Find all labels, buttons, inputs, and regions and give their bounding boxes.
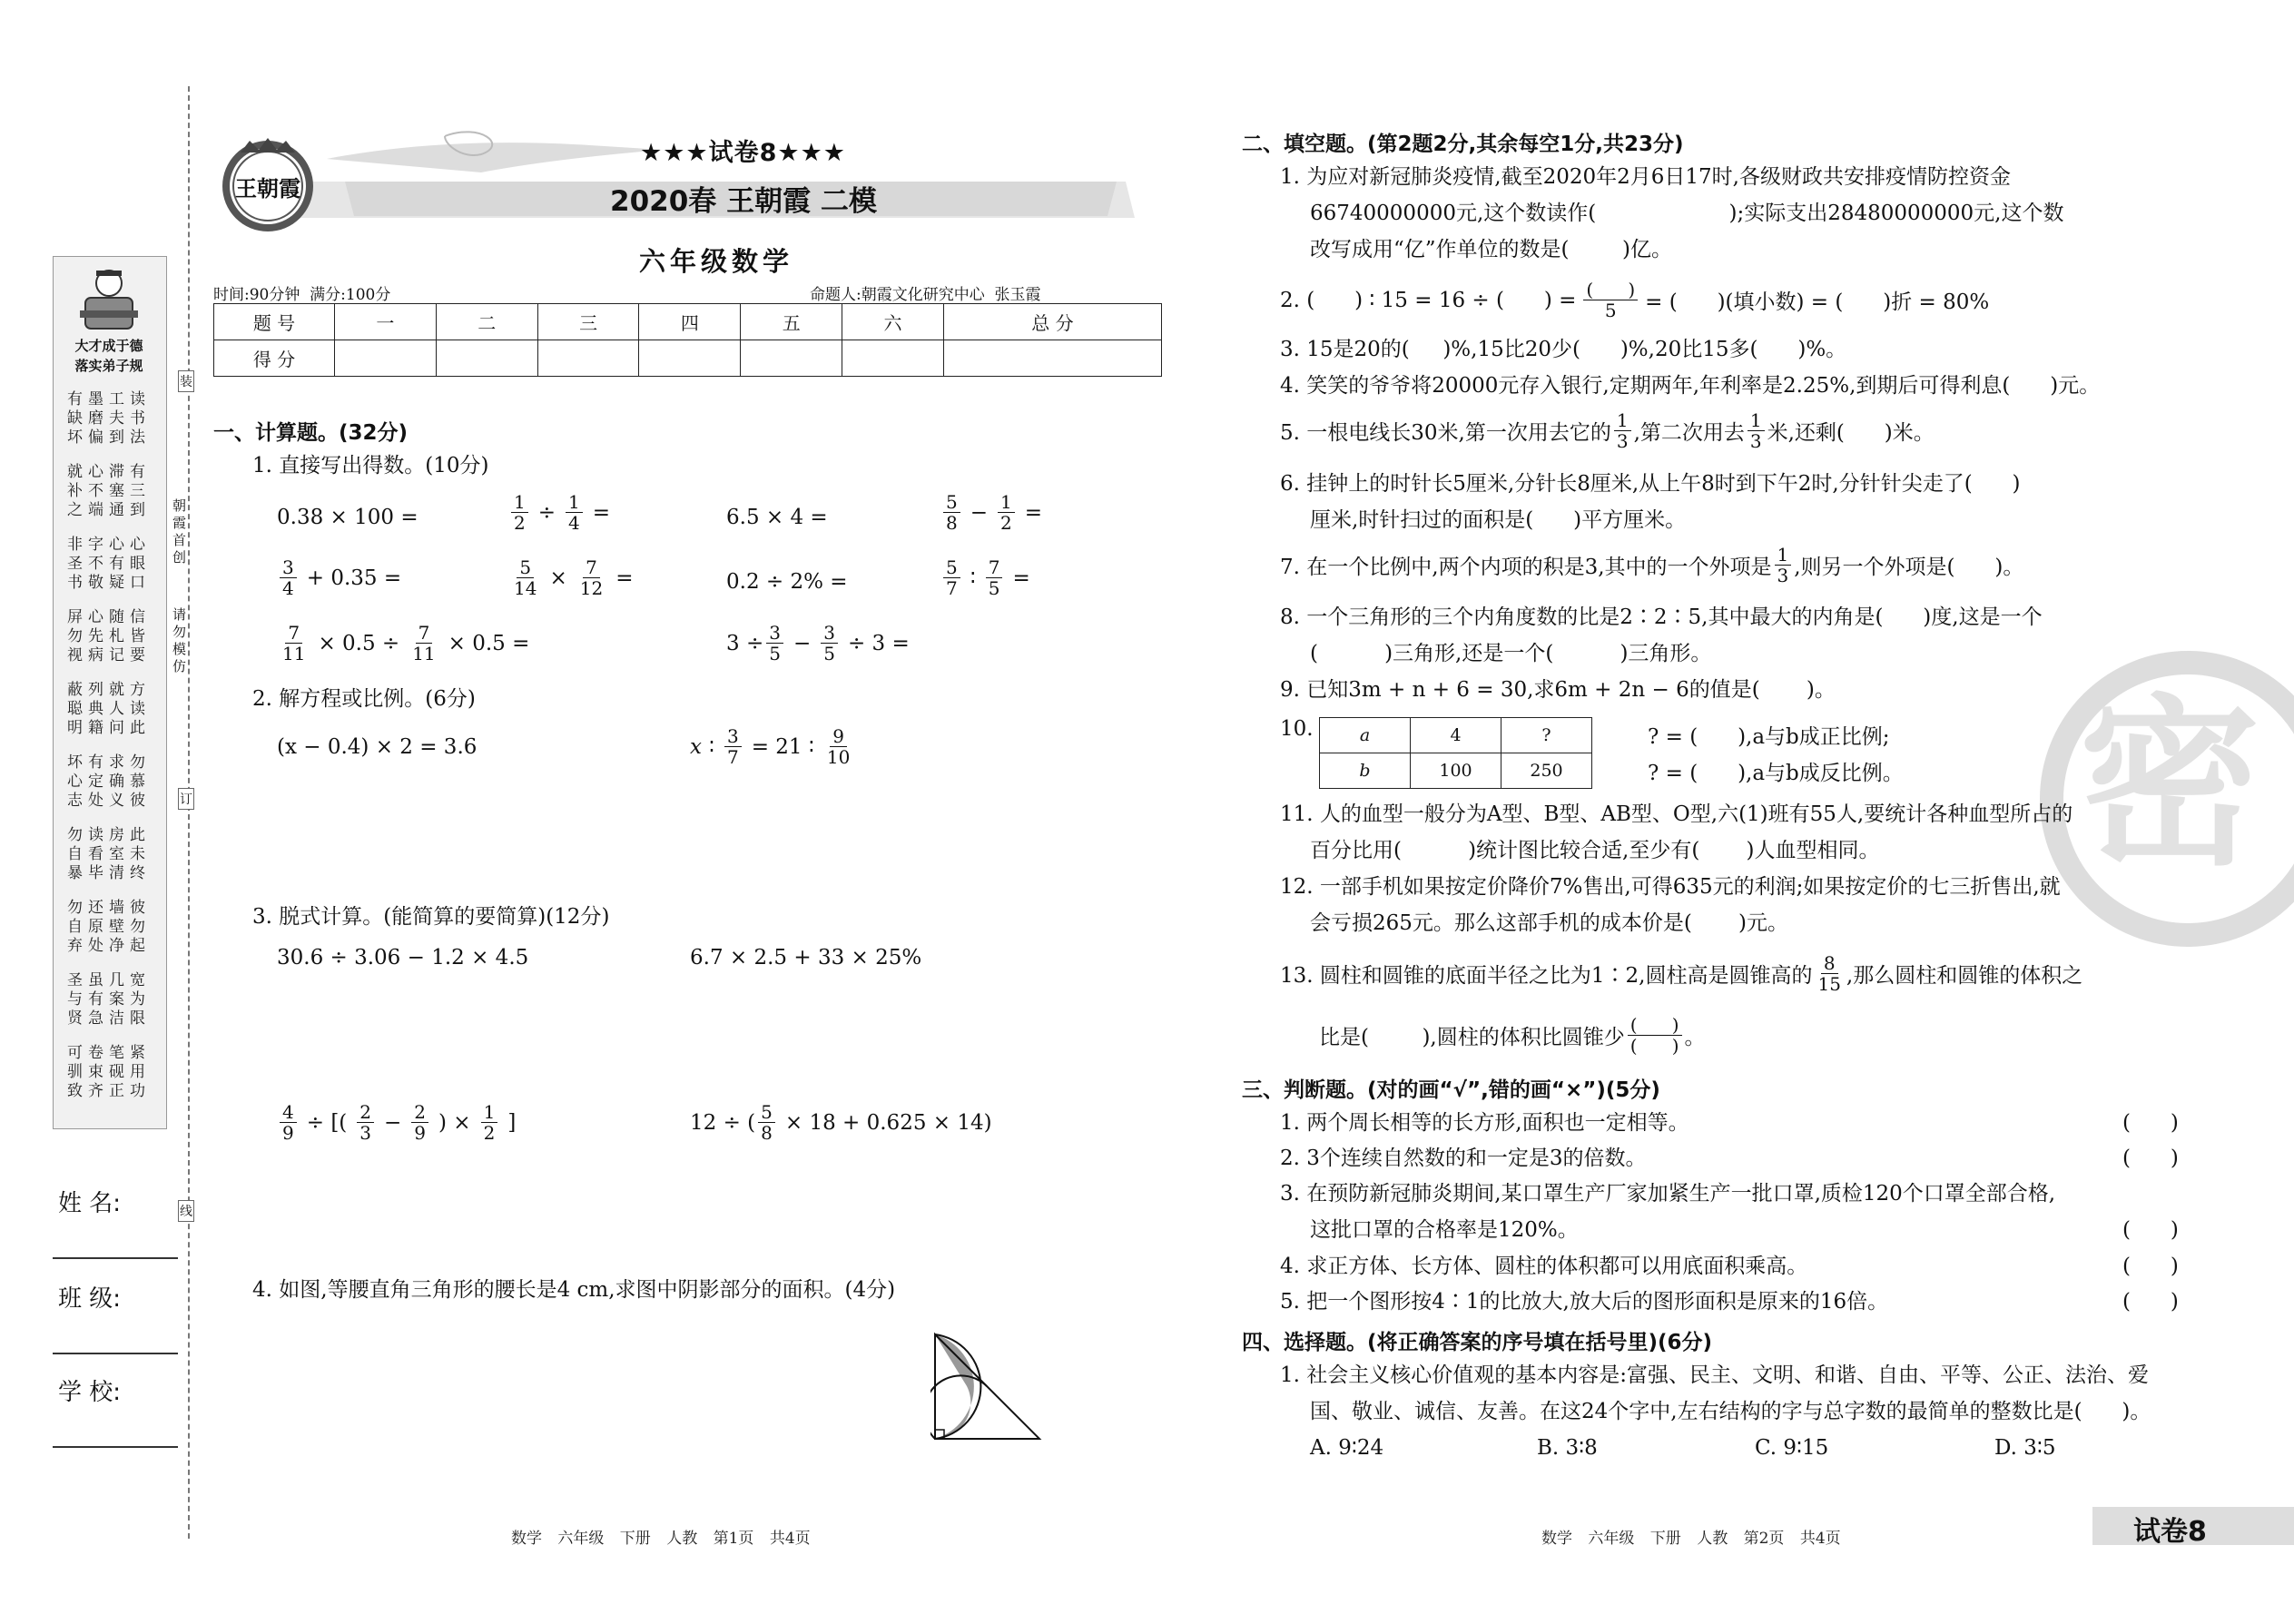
poem-row: 坏有求勿 [67, 753, 151, 772]
expr-8: $\frac{5}{7}$ ∶ $\frac{7}{5}$ = [940, 557, 1038, 598]
score-header-cell: 总 分 [943, 304, 1161, 340]
poem-row: 贤急洁限 [67, 1009, 151, 1028]
s2-line: 11. 人的血型一般分为A型、B型、AB型、O型,六(1)班有55人,要统计各种血型所占的 [1280, 802, 2073, 826]
s2-line: 8. 一个三角形的三个内角度数的比是2∶2∶5,其中最大的内角是( )度,这是一个 [1280, 605, 2043, 629]
author-info: 命题人:朝霞文化研究中心 张玉霞 [810, 286, 1041, 304]
class-field[interactable] [53, 1353, 178, 1354]
table-cell: ? [1501, 718, 1592, 753]
s4-line: 1. 社会主义核心价值观的基本内容是:富强、民主、文明、和谐、自由、平等、公正、法治、爱 [1280, 1363, 2150, 1387]
score-header-cell: 四 [639, 304, 741, 340]
expr-4: $\frac{5}{8}$ − $\frac{1}{2}$ = [940, 492, 1049, 533]
section4-title: 四、选择题。(将正确答案的序号填在括号里)(6分) [1242, 1331, 1713, 1354]
poem-row: 勿读房此 [67, 826, 151, 844]
calc-4: 12 ÷ ( $\frac{5}{8}$ × 18 + 0.625 × 14) [690, 1101, 992, 1144]
poem-row: 志处义彼 [67, 792, 151, 810]
poem-row: 可卷笔紧 [67, 1044, 151, 1062]
equation-2: x ∶ $\frac{3}{7}$ = 21 ∶ $\frac{9}{10}$ [690, 725, 851, 768]
table-cell: 4 [1411, 718, 1501, 753]
s3-answer-paren[interactable]: ( ) [2122, 1255, 2179, 1278]
score-header-cell: 题 号 [214, 304, 335, 340]
mascot-icon [73, 263, 145, 336]
calc-1: 30.6 ÷ 3.06 − 1.2 × 4.5 [277, 946, 529, 969]
s2-q13: 13. 圆柱和圆锥的底面半径之比为1∶2,圆柱高是圆锥高的 $\frac{8}{15}$ ,那么圆柱和圆锥的体积之 [1280, 952, 2083, 995]
s3-item: 这批口罩的合格率是120%。 [1310, 1218, 1579, 1242]
school-field[interactable] [53, 1446, 178, 1448]
expr-7: 0.2 ÷ 2% = [726, 570, 848, 594]
poem-row: 自看室未 [67, 845, 151, 863]
watermark-char: 密 [2079, 679, 2261, 891]
table-cell: 100 [1411, 753, 1501, 789]
calc-2: 6.7 × 2.5 + 33 × 25% [690, 946, 922, 969]
expr-9: $\frac{7}{11}$ × 0.5 ÷ $\frac{7}{11}$ × 0.5 = [282, 622, 530, 664]
score-table [213, 303, 1162, 377]
cut-mark: 订 [178, 788, 194, 810]
exam-badge: ★★★试卷8★★★ [640, 139, 847, 167]
poem-row: 书敬疑口 [67, 574, 151, 592]
expr-10: 3 ÷ $\frac{3}{5}$ − $\frac{3}{5}$ ÷ 3 = [726, 622, 910, 664]
score-cell[interactable] [741, 340, 842, 377]
sidebar-poem [67, 390, 158, 1101]
table-cell: a [1320, 718, 1411, 753]
s3-item: 1. 两个周长相等的长方形,面积也一定相等。 [1280, 1111, 1689, 1135]
poem-row: 视病记要 [67, 646, 151, 664]
poem-row: 聪典人读 [67, 700, 151, 718]
s2-q7: 7. 在一个比例中,两个内项的积是3,其中的一个外项是 $\frac{1}{3}$ ,则另一个外项是( )。 [1280, 544, 2024, 586]
logo-text: 王朝霞 [235, 175, 300, 202]
table-cell: 250 [1501, 753, 1592, 789]
s2-line: 厘米,时针扫过的面积是( )平方厘米。 [1310, 508, 1687, 532]
q10-answer-2: ? = ( ),a与b成反比例。 [1648, 762, 1904, 785]
section2-title: 二、填空题。(第2题2分,其余每空1分,共23分) [1242, 133, 1684, 156]
s2-line: 9. 已知3m + n + 6 = 30,求6m + 2n − 6的值是( )。 [1280, 678, 1836, 702]
s2-line: 6. 挂钟上的时针长5厘米,分针长8厘米,从上午8时到下午2时,分针针尖走了( ) [1280, 472, 2021, 496]
exam-title: 2020春 王朝霞 二模 [610, 185, 877, 218]
s2-line: 1. 为应对新冠肺炎疫情,截至2020年2月6日17时,各级财政共安排疫情防控资金 [1280, 165, 2011, 189]
s2-q5: 5. 一根电线长30米,第一次用去它的 $\frac{1}{3}$ ,第二次用去 $\frac{1}{3}$ 米,还剩( )米。 [1280, 409, 1935, 452]
poem-row: 屏心随信 [67, 608, 151, 626]
section1-q4: 4. 如图,等腰直角三角形的腰长是4 cm,求图中阴影部分的面积。(4分) [252, 1278, 896, 1302]
score-cell[interactable] [335, 340, 437, 377]
sidebar-motto1: 大才成于德 [74, 338, 143, 354]
s3-item: 5. 把一个图形按4∶1的比放大,放大后的图形面积是原来的16倍。 [1280, 1290, 1889, 1314]
s3-item: 2. 3个连续自然数的和一定是3的倍数。 [1280, 1147, 1647, 1170]
poem-row: 缺磨夫书 [67, 409, 151, 428]
calc-3: $\frac{4}{9}$ ÷ [( $\frac{2}{3}$ − $\frac{2}{9}$ ) × $\frac{1}{2}$ ] [277, 1102, 523, 1143]
poem-row: 圣不有眼 [67, 555, 151, 573]
name-label: 姓 名: [58, 1190, 122, 1217]
footer-right: 数学 六年级 下册 人教 第2页 共4页 [1541, 1530, 1841, 1548]
cut-mark: 装 [178, 370, 194, 392]
section3-title: 三、判断题。(对的画“√”,错的画“×”)(5分) [1242, 1078, 1660, 1102]
poem-row: 之端通到 [67, 501, 151, 519]
footer-left: 数学 六年级 下册 人教 第1页 共4页 [511, 1530, 811, 1548]
s4-option-c[interactable]: C. 9∶15 [1755, 1436, 1829, 1460]
score-table-header-row [214, 304, 1162, 340]
s3-item: 4. 求正方体、长方体、圆柱的体积都可以用底面积乘高。 [1280, 1255, 1808, 1278]
subject-title: 六年级数学 [639, 246, 794, 277]
s4-line: 国、敬业、诚信、友善。在这24个字中,左右结构的字与总字数的最简单的整数比是( )。 [1310, 1400, 2151, 1423]
score-header-cell: 五 [741, 304, 842, 340]
poem-row: 就心滞有 [67, 463, 151, 481]
poem-row: 致齐正功 [67, 1082, 151, 1100]
expr-5: $\frac{3}{4}$ + 0.35 = [277, 557, 409, 598]
sidebar-motto2: 落实弟子规 [74, 358, 143, 374]
score-header-cell: 三 [537, 304, 639, 340]
score-header-cell: 六 [842, 304, 944, 340]
vertical-note2: 请勿模仿 [172, 606, 187, 674]
table-row [1320, 718, 1592, 753]
score-cell[interactable] [537, 340, 639, 377]
poem-row: 驯束砚用 [67, 1063, 151, 1081]
s3-answer-paren[interactable]: ( ) [2122, 1111, 2179, 1135]
poem-row: 暴毕清终 [67, 864, 151, 882]
expr-3: 6.5 × 4 = [726, 506, 828, 529]
time-info: 时间:90分钟 满分:100分 [213, 286, 391, 304]
q10-answer-1: ? = ( ),a与b成正比例; [1648, 725, 1890, 749]
s4-option-d[interactable]: D. 3∶5 [1994, 1436, 2056, 1460]
s2-line: 会亏损265元。那么这部手机的成本价是( )元。 [1310, 911, 1789, 935]
s4-option-a[interactable]: A. 9∶24 [1310, 1436, 1384, 1460]
school-label: 学 校: [58, 1379, 122, 1406]
score-cell[interactable] [943, 340, 1161, 377]
poem-row: 勿还墙彼 [67, 899, 151, 917]
s2-line: 3. 15是20的( )%,15比20少( )%,20比15多( )%。 [1280, 338, 1847, 361]
s4-option-b[interactable]: B. 3∶8 [1537, 1436, 1598, 1460]
s2-line: 12. 一部手机如果按定价降价7%售出,可得635元的利润;如果按定价的七三折售出,就 [1280, 875, 2061, 899]
poem-row: 补不塞三 [67, 482, 151, 500]
binding-dashed-line [188, 86, 190, 1539]
table-row [1320, 753, 1592, 789]
poem-row: 与有案为 [67, 990, 151, 1009]
poem-row: 非字心心 [67, 536, 151, 554]
s3-answer-paren[interactable]: ( ) [2122, 1147, 2179, 1170]
s2-line: 改写成用“亿”作单位的数是( )亿。 [1310, 238, 1672, 261]
poem-row: 心定确慕 [67, 773, 151, 791]
s2-line: 百分比用( )统计图比较合适,至少有( )人血型相同。 [1310, 839, 1880, 862]
expr-1: 0.38 × 100 = [277, 506, 418, 529]
poem-row: 明籍问此 [67, 719, 151, 737]
poem-row: 蔽列就方 [67, 681, 151, 699]
score-header-cell: 二 [436, 304, 537, 340]
vertical-note1: 朝霞首创 [172, 497, 187, 566]
s2-q2: 2. ( ) ∶ 15 = 16 ÷ ( ) = $\frac{( )}{5}$ = ( )(填小数) = ( )折 = 80% [1280, 279, 1990, 321]
equation-1: (x − 0.4) × 2 = 3.6 [277, 735, 478, 759]
poem-row: 弃处净起 [67, 937, 151, 955]
expr-6: $\frac{5}{14}$ × $\frac{7}{12}$ = [514, 556, 634, 599]
section1-q1: 1. 直接写出得数。(10分) [252, 454, 489, 477]
score-table-score-row [214, 340, 1162, 377]
table-cell: b [1320, 753, 1411, 789]
poem-row: 圣虽几宽 [67, 971, 151, 989]
poem-row: 自原壁勿 [67, 918, 151, 936]
s3-item: 3. 在预防新冠肺炎期间,某口罩生产厂家加紧生产一批口罩,质检120个口罩全部合格, [1280, 1182, 2056, 1206]
section1-q3: 3. 脱式计算。(能简算的要简算)(12分) [252, 905, 610, 929]
poem-row: 有墨工读 [67, 390, 151, 408]
score-cell[interactable] [639, 340, 741, 377]
poem-row: 坏偏到法 [67, 428, 151, 447]
score-header-cell: 一 [335, 304, 437, 340]
cut-mark: 线 [178, 1200, 194, 1222]
s2-q13-second-line: 比是( ),圆柱的体积比圆锥少 $\frac{( )}{( )}$ 。 [1319, 1014, 1706, 1057]
poem-row: 勿先札皆 [67, 627, 151, 645]
q10-table [1319, 717, 1592, 789]
s2-line: ( )三角形,还是一个( )三角形。 [1310, 642, 1712, 665]
s2-line: 4. 笑笑的爷爷将20000元存入银行,定期两年,年利率是2.25%,到期后可得利息( )元。 [1280, 374, 2101, 398]
class-label: 班 级: [58, 1285, 122, 1313]
s2-q10-label: 10. [1280, 717, 1314, 741]
s3-answer-paren[interactable]: ( ) [2122, 1290, 2179, 1314]
score-row-label: 得 分 [214, 340, 335, 377]
s3-answer-paren[interactable]: ( ) [2122, 1218, 2179, 1242]
score-cell[interactable] [436, 340, 537, 377]
score-cell[interactable] [842, 340, 944, 377]
s2-line: 66740000000元,这个数读作( );实际支出28480000000元,这个数 [1310, 202, 2064, 225]
section1-title: 一、计算题。(32分) [213, 421, 409, 445]
expr-2: $\frac{1}{2}$ ÷ $\frac{1}{4}$ = [508, 492, 617, 533]
name-field[interactable] [53, 1257, 178, 1259]
triangle-figure [930, 1330, 1044, 1443]
section1-q2: 2. 解方程或比例。(6分) [252, 687, 476, 711]
footer-badge: 试卷8 [2133, 1516, 2207, 1548]
